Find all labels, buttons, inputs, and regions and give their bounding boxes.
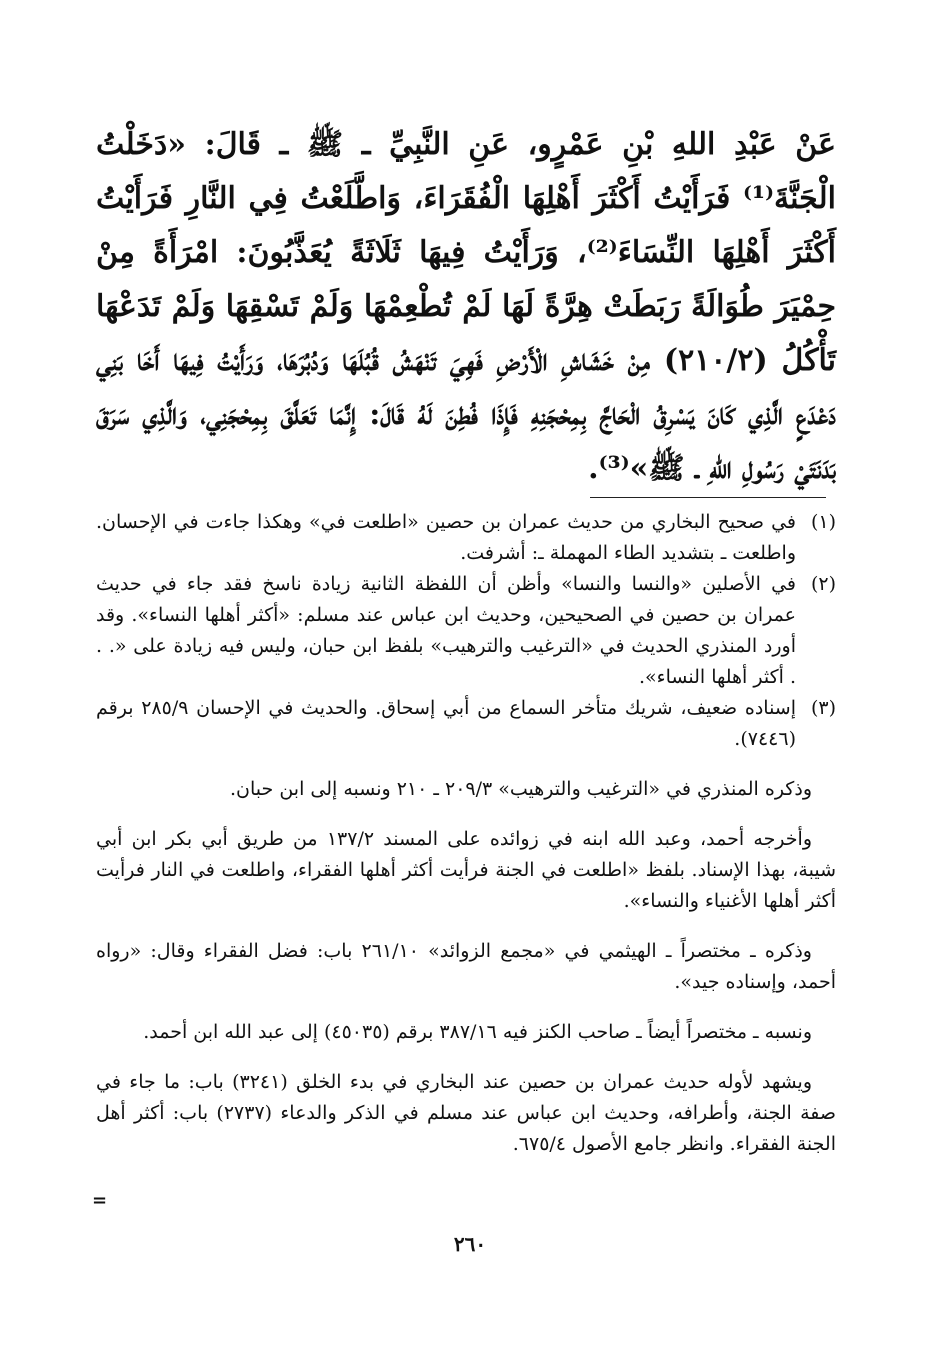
hadith-paragraph: عَنْ عَبْدِ اللهِ بْنِ عَمْرٍو، عَنِ النَّبِيِّ ـ ﷺ ـ قَالَ: «دَخَلْتُ الْجَنَّةَ⁽¹⁾ فَرَأَيْتُ أَكْثَرَ أَهْلِهَا الْفُقَرَاءَ، وَاطَّلَعْتُ فِي النَّارِ فَرَأَيْتُ أَكْثَرَ أَهْلِهَا النِّسَاءَ⁽²⁾، وَرَأَيْتُ فِيهَا ثَلَاثَةً يُعَذَّبُونَ: امْرَأَةً مِنْ حِمْيَرَ طُوَالَةً رَبَطَتْ هِرَّةً لَهَا لَمْ تُطْعِمْهَا وَلَمْ تَسْقِهَا وَلَمْ تَدَعْهَا تَأْكُلُ (٢١٠/٢) مِنْ خَشَاشِ الْأَرْضِ فَهِيَ تَنْهَشُ قُبُلَهَا وَدُبُرَهَا، وَرَأَيْتُ فِيهَا أَخَا بَنِي دَعْدَعٍ الَّذِي كَانَ يَسْرِقُ الْحَاجَّ بِمِحْجَنِهِ فَإِذَا فُطِنَ لَهُ قَالَ: إِنَّمَا تَعَلَّقَ بِمِحْجَنِي، وَالَّذِي سَرَقَ بَدَنَتَيْ رَسُولِ اللهِ ـ ﷺ»⁽³⁾. [96, 127, 837, 486]
footnote-number: (١) [810, 511, 836, 533]
footnote-text: في صحيح البخاري من حديث عمران بن حصين «اطلعت في» وهكذا جاءت في الإحسان. واطلعت ـ بتشديد الطاء المهملة ـ: أشرفت. [96, 511, 796, 564]
footnote-2 [96, 569, 836, 693]
footnote-3-paragraph: وذكره ـ مختصراً ـ الهيثمي في «مجمع الزوائد» ٢٦١/١٠ باب: فضل الفقراء وقال: «رواه أحمد، وإسناده جيد». [96, 940, 836, 993]
footnote-3-paragraph: وأخرجه أحمد، وعبد الله ابنه في زوائده على المسند ١٣٧/٢ من طريق أبي بكر ابن أبي شيبة، بهذا الإسناد. بلفظ «اطلعت في الجنة فرأيت أكثر أهلها الفقراء، واطلعت في النار فرأيت أكثر أهلها الأغنياء والنساء». [96, 828, 836, 912]
footnote-3 [96, 693, 836, 755]
hadith-text [96, 118, 836, 496]
footnote-number: (٢) [810, 573, 836, 595]
footnotes [96, 507, 836, 1179]
footnote-3-paragraph: وذكره المنذري في «الترغيب والترهيب» ٢٠٩/٣ ـ ٢١٠ ونسبه إلى ابن حبان. [230, 778, 812, 800]
continuation-marker: = [92, 1190, 108, 1211]
footnote-text: إسناده ضعيف، شريك متأخر السماع من أبي إسحاق. والحديث في الإحسان ٢٨٥/٩ برقم (٧٤٤٦). [96, 697, 796, 750]
footnote-separator [590, 497, 826, 498]
page-number: ٢٦٠ [453, 1232, 487, 1256]
footnote-3-paragraph: ونسبه ـ مختصراً أيضاً ـ صاحب الكنز فيه ٣٨٧/١٦ برقم (٤٥٠٣٥) إلى عبد الله ابن أحمد. [143, 1021, 812, 1043]
footnote-1 [96, 507, 836, 569]
footnote-text: في الأصلين «والنسا والنسا» وأظن أن اللفظة الثانية زيادة ناسخ فقد جاء في حديث عمران بن حصين في الصحيحين، وحديث ابن عباس عند مسلم: «أكثر أهلها النساء». وقد أورد المنذري الحديث في «الترغيب والترهيب» بلفظ ابن حبان، وليس فيه زيادة على «. . . أكثر أهلها النساء». [96, 573, 796, 688]
footnote-3-paragraph: ويشهد لأوله حديث عمران بن حصين عند البخاري في بدء الخلق (٣٢٤١) باب: ما جاء في صفة الجنة، وأطرافه، وحديث ابن عباس عند مسلم في الذكر والدعاء (٢٧٣٧) باب: أكثر أهل الجنة الفقراء. وانظر جامع الأصول ٦٧٥/٤. [96, 1071, 836, 1155]
footnote-number: (٣) [810, 697, 836, 719]
